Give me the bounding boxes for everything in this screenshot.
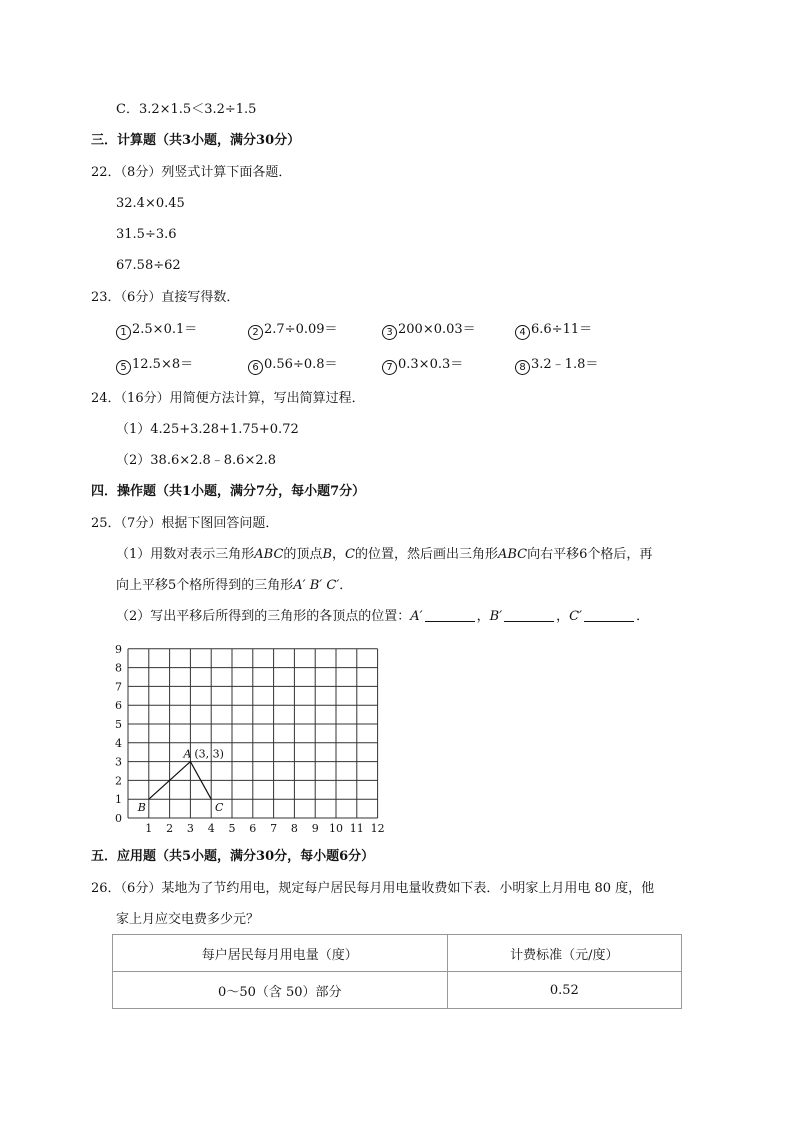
q23-num: 2: [248, 325, 263, 340]
table-header-row: [113, 935, 682, 972]
y-tick-label: 5: [115, 718, 122, 731]
q23-num: 4: [515, 325, 530, 340]
q22-item-3: 67.58÷62: [116, 258, 181, 273]
section4-heading: 四．操作题（共1小题，满分7分，每小题7分）: [91, 484, 366, 499]
text: ．: [339, 578, 353, 593]
text: ．: [636, 609, 650, 624]
point-a-label: A: [183, 747, 192, 761]
answer-blank[interactable]: [504, 608, 554, 622]
q26-line1: 26．（6分）某地为了节约用电，规定每户居民每月用电量收费如下表．小明家上月用电 80 度，他: [91, 881, 655, 896]
q23-num: 7: [382, 360, 397, 375]
q26-line2: 家上月应交电费多少元？: [116, 912, 260, 927]
triangle-name: ABC: [497, 547, 528, 562]
q25-part1-line1: [116, 546, 652, 564]
x-tick-label: 4: [207, 822, 215, 835]
x-tick-label: 12: [370, 822, 385, 835]
q23-item: [116, 321, 197, 340]
x-tick-label: 9: [311, 822, 319, 835]
text: ，: [332, 547, 346, 562]
x-tick-label: 2: [166, 822, 174, 835]
vertex-c: C: [345, 547, 355, 562]
fee-table: [112, 934, 682, 1009]
text: （1）用数对表示三角形: [116, 547, 255, 562]
y-tick-label: 9: [115, 642, 122, 656]
x-tick-label: 5: [228, 822, 236, 835]
table-header: 每户居民每月用电量（度）: [113, 935, 448, 972]
vertex-label: A′: [410, 609, 423, 624]
q23-num: 3: [382, 325, 397, 340]
answer-blank[interactable]: [584, 608, 634, 622]
table-cell: 0～50（含 50）部分: [113, 972, 448, 1009]
y-tick-label: 4: [115, 736, 122, 750]
q23-item: [116, 356, 193, 375]
text: ，: [556, 609, 570, 624]
q24-item-2: （2）38.6×2.8﹣8.6×2.8: [116, 453, 277, 468]
q23-expr: 12.5×8＝: [132, 357, 194, 372]
x-tick-label: 1: [145, 822, 153, 835]
point-c-label: C: [214, 801, 224, 815]
text: 向上平移5个格所得到的三角形: [116, 578, 294, 593]
q23-item: [515, 321, 592, 340]
point-a-coordinate: (3, 3): [194, 747, 224, 761]
x-tick-label: 8: [290, 822, 298, 835]
q23-stem: 23．（6分）直接写得数．: [91, 290, 240, 305]
triangle-name: A′ B′ C′: [293, 578, 340, 593]
q23-num: 8: [515, 360, 530, 375]
triangle-name: ABC: [254, 547, 284, 562]
text: 向右平移6个格后，再: [527, 547, 653, 562]
vertex-b: B: [322, 547, 332, 562]
y-tick-label: 6: [115, 699, 122, 713]
y-tick-label: 7: [115, 680, 122, 694]
q23-item: [248, 356, 338, 375]
q23-item: [382, 356, 463, 375]
vertex-label: C′: [569, 609, 583, 624]
q23-num: 6: [248, 360, 263, 375]
coordinate-grid: [108, 640, 388, 840]
answer-blank[interactable]: [425, 608, 475, 622]
q23-item: [382, 321, 476, 340]
text: 的顶点: [283, 547, 323, 562]
y-tick-label: 8: [115, 661, 122, 675]
q23-expr: 0.3×0.3＝: [398, 357, 464, 372]
q25-part1-line2: [116, 577, 352, 595]
y-tick-label: 2: [115, 774, 122, 788]
q23-item: [515, 356, 598, 375]
q23-expr: 2.7÷0.09＝: [264, 322, 338, 337]
q24-stem: 24．（16分）用简便方法计算，写出简算过程．: [91, 391, 365, 406]
text: （2）写出平移后所得到的三角形的各顶点的位置：: [116, 609, 411, 624]
table-row: [113, 972, 682, 1009]
y-tick-label: 1: [115, 793, 122, 807]
q23-num: 5: [116, 360, 131, 375]
text: ，: [476, 609, 490, 624]
q24-item-1: （1）4.25+3.28+1.75+0.72: [116, 422, 299, 437]
q23-expr: 3.2﹣1.8＝: [531, 357, 599, 372]
x-tick-label: 7: [270, 822, 278, 835]
text: 的位置，然后画出三角形: [354, 547, 498, 562]
q21-option-c: C．3.2×1.5＜3.2÷1.5: [116, 102, 257, 117]
section3-heading: 三．计算题（共3小题，满分30分）: [91, 133, 301, 148]
q23-num: 1: [116, 325, 131, 340]
q23-expr: 0.56÷0.8＝: [264, 357, 338, 372]
section5-heading: 五．应用题（共5小题，满分30分，每小题6分）: [91, 849, 375, 864]
q23-expr: 2.5×0.1＝: [132, 322, 198, 337]
y-tick-label: 3: [115, 755, 122, 769]
x-tick-label: 10: [329, 822, 343, 835]
q23-expr: 6.6÷11＝: [531, 322, 593, 337]
x-tick-label: 6: [249, 822, 257, 835]
table-header: 计费标准（元/度）: [447, 935, 681, 972]
q22-item-2: 31.5÷3.6: [116, 227, 177, 242]
y-tick-label: 0: [115, 812, 122, 825]
x-tick-label: 11: [349, 822, 364, 835]
q25-part2: [116, 608, 649, 626]
q22-stem: 22．（8分）列竖式计算下面各题．: [91, 165, 292, 180]
x-tick-label: 3: [186, 822, 194, 835]
q23-expr: 200×0.03＝: [398, 322, 476, 337]
point-b-label: B: [137, 801, 146, 815]
q25-stem: 25．（7分）根据下图回答问题．: [91, 516, 279, 531]
q22-item-1: 32.4×0.45: [116, 196, 185, 211]
table-cell: 0.52: [447, 972, 681, 1009]
vertex-label: B′: [489, 609, 503, 624]
q23-item: [248, 321, 338, 340]
